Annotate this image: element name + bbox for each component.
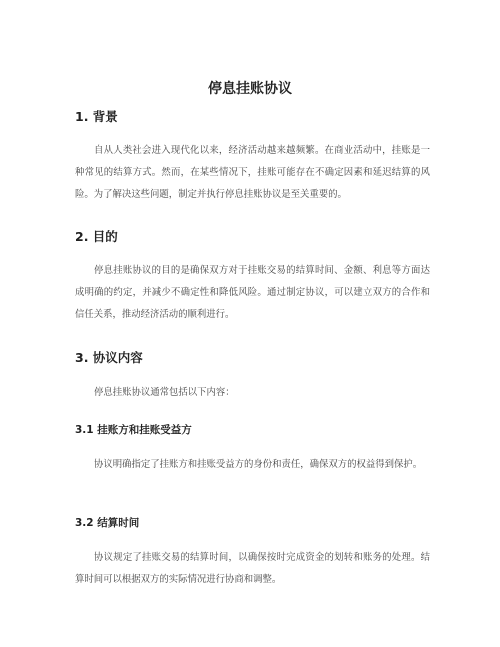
subsection-heading-settlement-time: 3.2 结算时间	[75, 517, 140, 529]
subsection-paragraph-settlement-time: 协议规定了挂账交易的结算时间，以确保按时完成资金的划转和账务的处理。结算时间可以根据双方的实际情况进行协商和调整。	[75, 552, 430, 585]
subsection-paragraph-parties: 协议明确指定了挂账方和挂账受益方的身份和责任，确保双方的权益得到保护。	[94, 459, 423, 470]
page-title: 停息挂账协议	[208, 81, 292, 97]
subsection-heading-parties: 3.1 挂账方和挂账受益方	[75, 424, 192, 436]
section-intro-content: 停息挂账协议通常包括以下内容：	[94, 387, 235, 398]
section-heading-background: 1. 背景	[75, 109, 118, 124]
section-paragraph-purpose: 停息挂账协议的目的是确保双方对于挂账交易的结算时间、金额、利息等方面达成明确的约定，并减少不确定性和降低风险。通过制定协议，可以建立双方的合作和信任关系，推动经济活动的顺利进行。	[75, 265, 430, 320]
section-heading-purpose: 2. 目的	[75, 229, 118, 244]
section-paragraph-background: 自从人类社会进入现代化以来，经济活动越来越频繁。在商业活动中，挂账是一种常见的结算方式。然而，在某些情况下，挂账可能存在不确定因素和延迟结算的风险。为了解决这些问题，制定并执行停息挂账协议是至关重要的。	[75, 145, 430, 200]
section-heading-content: 3. 协议内容	[75, 350, 143, 365]
